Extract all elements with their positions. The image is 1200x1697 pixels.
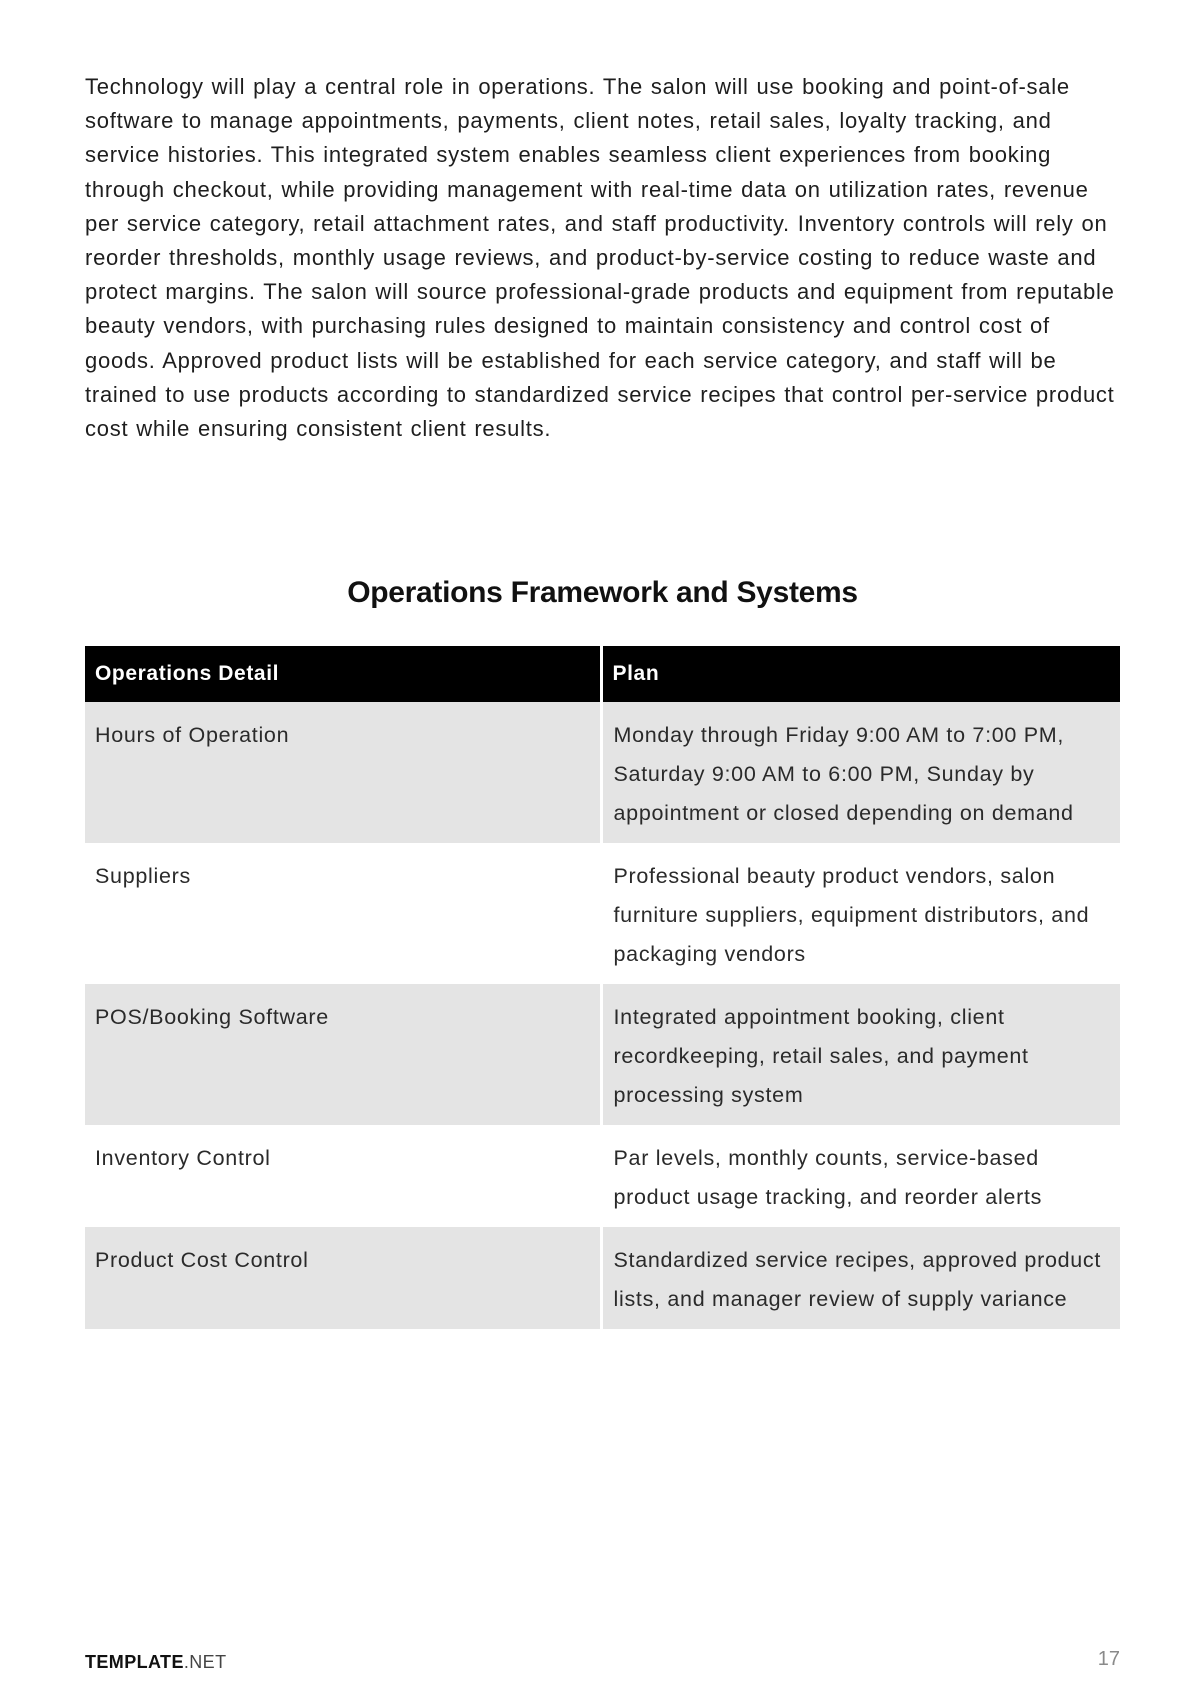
cell-detail: Hours of Operation [85, 702, 601, 843]
header-plan: Plan [601, 646, 1120, 702]
table-row [85, 843, 1120, 984]
table-row [85, 1125, 1120, 1227]
cell-plan: Monday through Friday 9:00 AM to 7:00 PM, Saturday 9:00 AM to 6:00 PM, Sunday by appointment or closed depending on demand [601, 702, 1120, 843]
cell-plan: Professional beauty product vendors, salon furniture suppliers, equipment distributors, and packaging vendors [601, 843, 1120, 984]
cell-detail: Suppliers [85, 843, 601, 984]
cell-plan: Par levels, monthly counts, service-based product usage tracking, and reorder alerts [601, 1125, 1120, 1227]
page-number: 17 [1097, 1648, 1120, 1670]
section-title: Operations Framework and Systems [347, 576, 858, 609]
cell-plan: Integrated appointment booking, client recordkeeping, retail sales, and payment processing system [601, 984, 1120, 1125]
table-row [85, 1227, 1120, 1329]
header-operations-detail: Operations Detail [85, 646, 601, 702]
intro-paragraph: Technology will play a central role in operations. The salon will use booking and point-of-sale software to manage appointments, payments, client notes, retail sales, loyalty tracking, and service histories. This integrated system enables seamless client experiences from booking through checkout, while providing management with real-time data on utilization rates, revenue per service category, retail attachment rates, and staff productivity. Inventory controls will rely on reorder thresholds, monthly usage reviews, and product-by-service costing to reduce waste and protect margins. The salon will source professional-grade products and equipment from reputable beauty vendors, with purchasing rules designed to maintain consistency and control cost of goods. Approved product lists will be established for each service category, and staff will be trained to use products according to standardized service recipes that control per-service product cost while ensuring consistent client results. [85, 74, 1115, 442]
cell-detail: Product Cost Control [85, 1227, 601, 1329]
footer-brand-logo [85, 1652, 226, 1673]
table-row [85, 984, 1120, 1125]
table-header-row [85, 646, 1120, 702]
operations-table [85, 646, 1120, 1329]
brand-name: TEMPLATE [85, 1652, 184, 1672]
cell-detail: POS/Booking Software [85, 984, 601, 1125]
cell-plan: Standardized service recipes, approved product lists, and manager review of supply variance [601, 1227, 1120, 1329]
brand-suffix: .NET [183, 1652, 227, 1672]
cell-detail: Inventory Control [85, 1125, 601, 1227]
table-row [85, 702, 1120, 843]
